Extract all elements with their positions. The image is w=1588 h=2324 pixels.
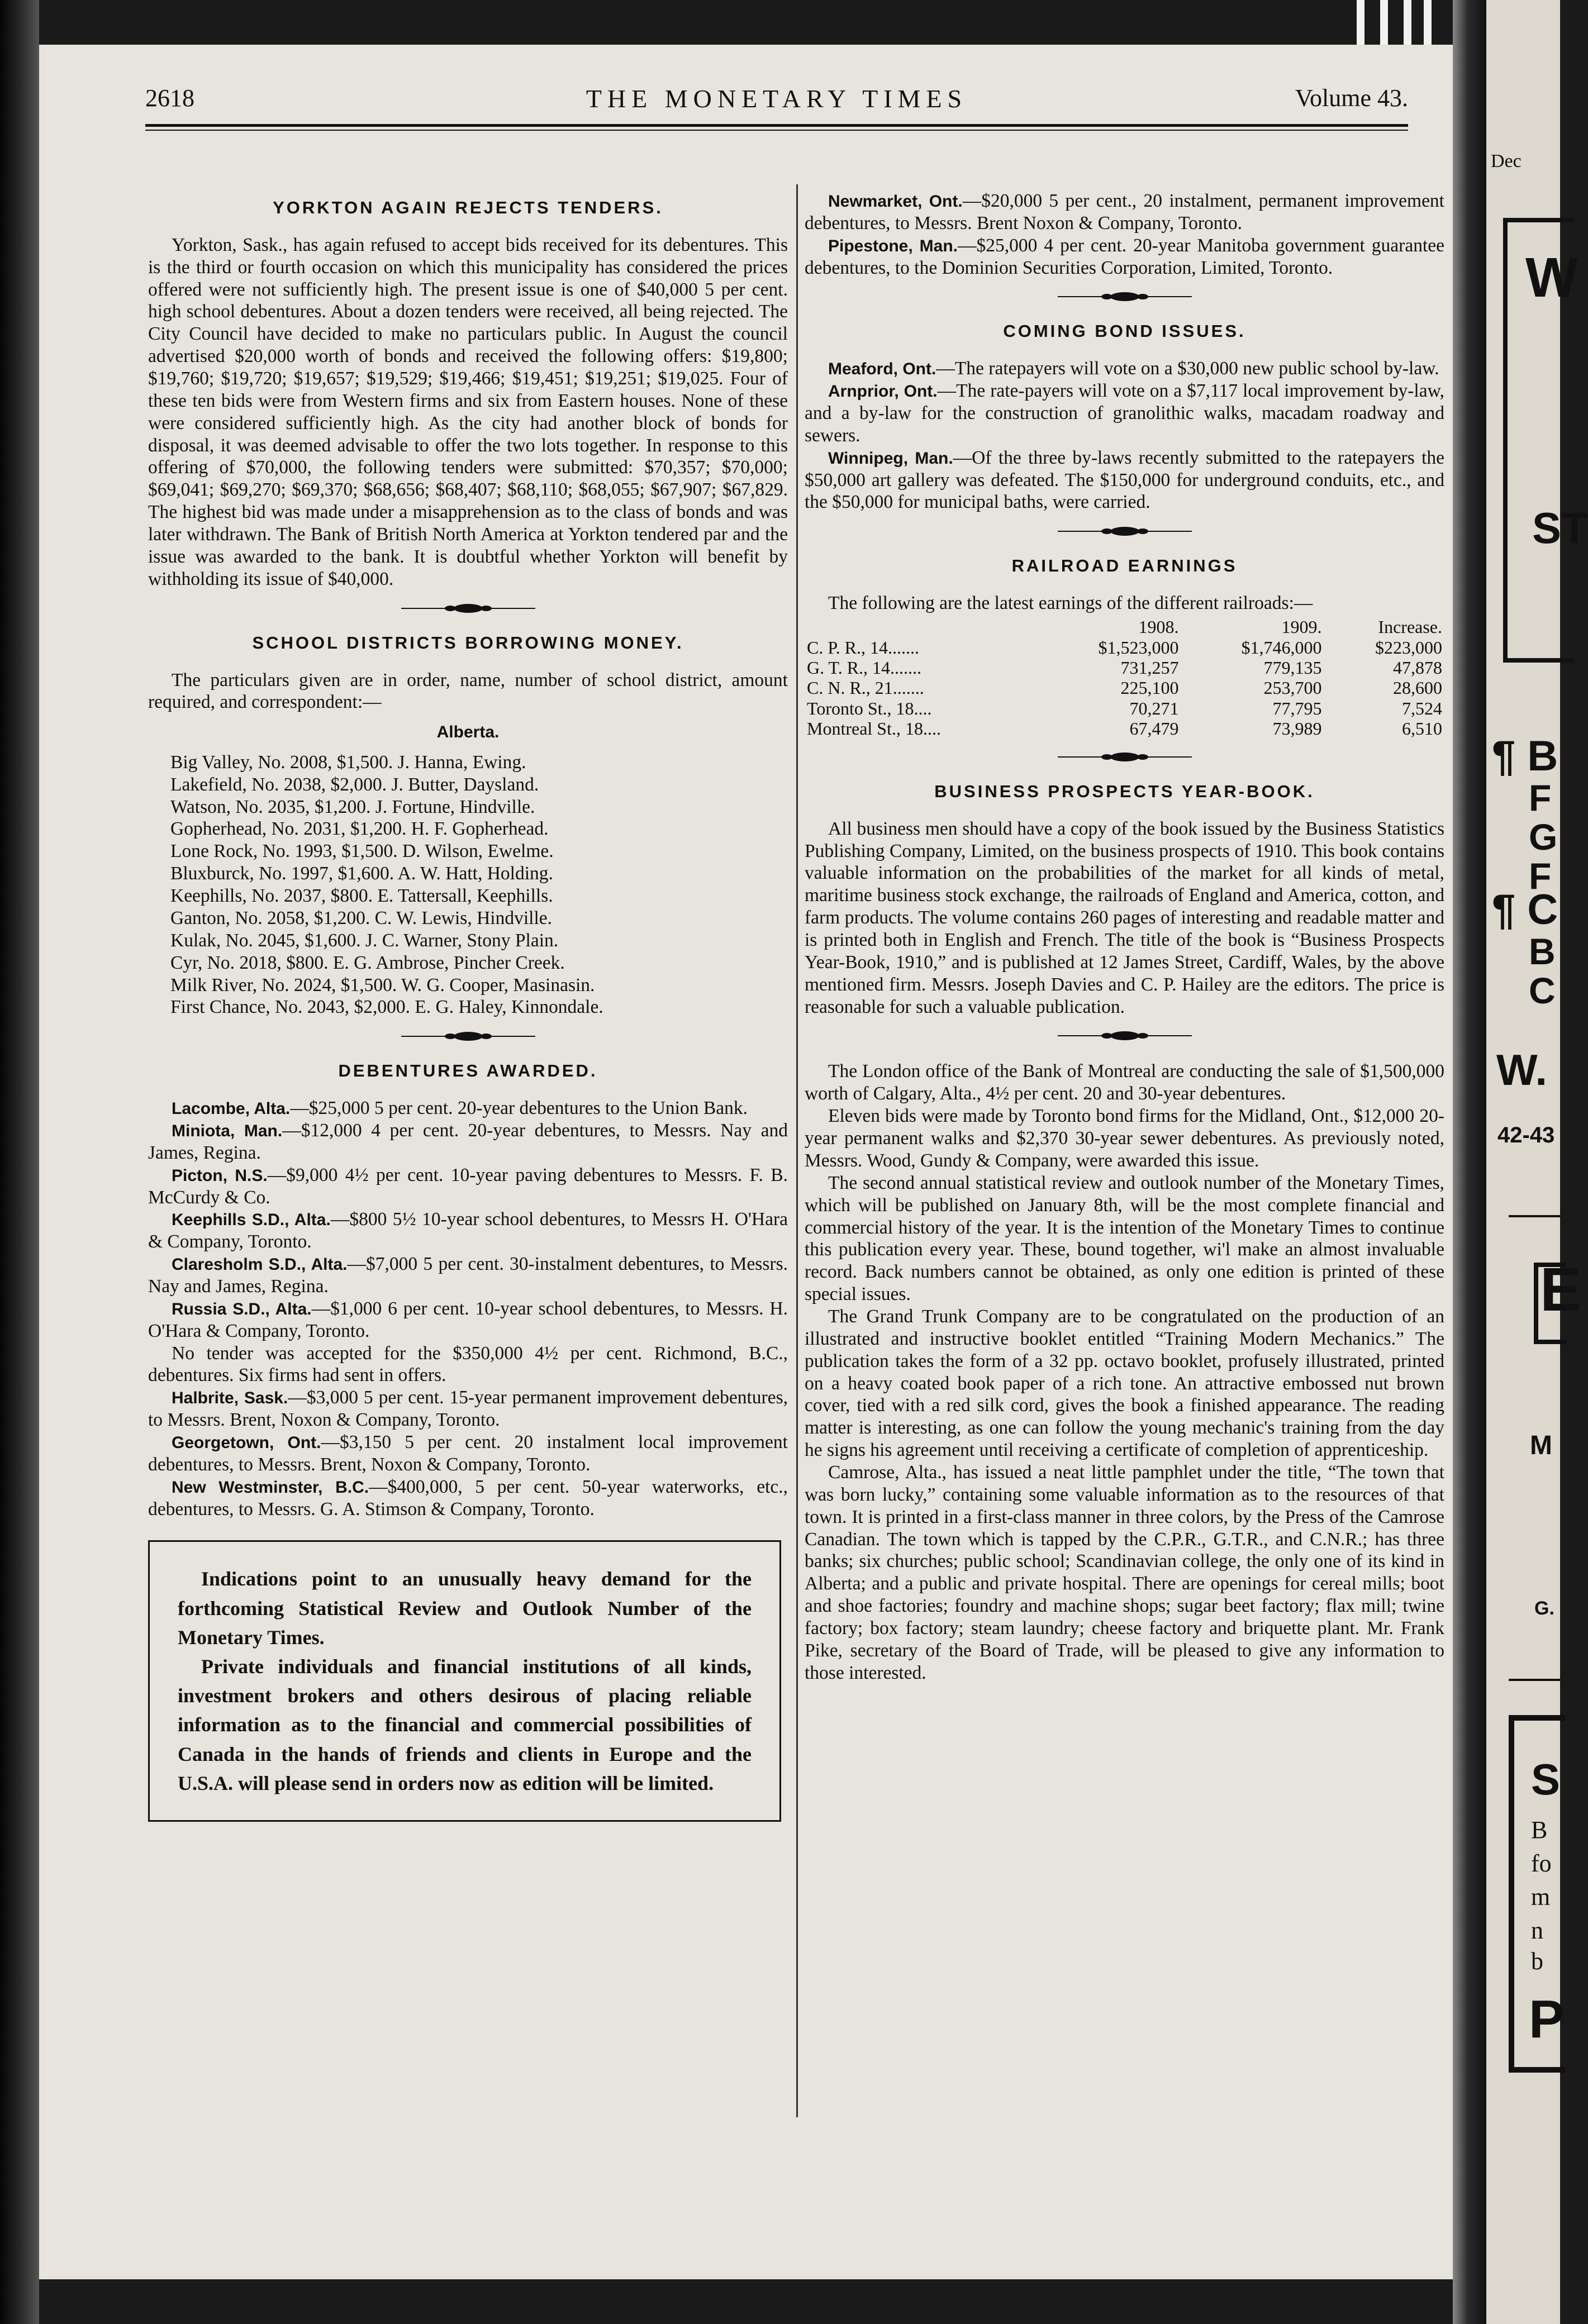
item-lead: Winnipeg, Man. — [828, 449, 953, 468]
volume-label: Volume 43. — [1295, 84, 1408, 112]
item-lead: Meaford, Ont. — [828, 360, 936, 379]
news-paragraph: The London office of the Bank of Montreal are conducting the sale of $1,500,000 worth of Calgary, Alta., 4½ per cent. 20 and 30-year debentures. — [805, 1061, 1444, 1104]
table-row — [805, 698, 1444, 718]
notice-paragraph: Private individuals and financial institutions of all kinds, investment brokers and others desirous of placing reliable information as to the financial and commercial possibilities of Canada in the hands of friends and clients in Europe and the U.S.A. will please send in orders now as edition will be limited. — [178, 1655, 752, 1794]
earnings-table — [805, 617, 1444, 739]
table-row — [805, 637, 1444, 658]
item-text: —$25,000 4 per cent. 20-year Manitoba government guarantee debentures, to the Dominion Securities Corporation, Limited, Toronto. — [805, 235, 1444, 278]
headline-yorkton: YORKTON AGAIN REJECTS TENDERS. — [273, 198, 663, 217]
item-text: —The rate-payers will vote on a $7,117 local improvement by-law, and a by-law for the construction of granolithic walks, macadam roadway and sewers. — [805, 380, 1444, 446]
debenture-item — [148, 1120, 788, 1164]
column-divider — [796, 184, 798, 2117]
list-item: First Chance, No. 2043, $2,000. E. G. Haley, Kinnondale. — [170, 997, 603, 1018]
table-cell: 225,100 — [1120, 678, 1179, 698]
bond-item — [805, 447, 1444, 514]
item-lead: Newmarket, Ont. — [828, 192, 963, 211]
fragment: B — [1529, 931, 1556, 972]
item-lead: Georgetown, Ont. — [172, 1433, 321, 1452]
school-intro: The particulars given are in order, name, number of school district, amount required, and correspondent:— — [148, 669, 788, 713]
debenture-item — [148, 1298, 788, 1342]
fragment: fo — [1531, 1850, 1552, 1877]
article-yorkton: Yorkton, Sask., has again refused to accept bids received for its debentures. This is the third or fourth occasion on which this municipality has considered the prices offered were not sufficiently high. The present issue is one of $40,000 5 per cent. high school debentures. About a dozen tenders were received, all being rejected. The City Council have decided to make no particulars public. In August the council advertised $20,000 worth of bonds and received the following offers: $19,800; $19,760; $19,720; $19,657; $19,529; $19,466; $19,451; $19,251; $19,025. Four of these ten bids were from Western firms and six from Eastern houses. None of these were considered sufficiently high. As the city had another block of bonds for disposal, it was deemed advisable to offer the two lots together. In response to this offering of $70,000, the following tenders were submitted: $70,357; $70,000; $69,041; $69,270; $69,370; $68,656; $68,407; $68,110; $68,055; $67,907; $67,829. The highest bid was made under a misapprehension as to the class of bonds and was later withdrawn. The Bank of British North America at Yorkton tendered par and the issue was awarded to the bank. It is doubtful whether Yorkton will benefit by withholding its issue of $40,000. — [148, 234, 788, 589]
news-paragraph: Eleven bids were made by Toronto bond firms for the Midland, Ont., $12,000 20-year permanent walks and $2,370 30-year sewer debentures. As previously noted, Messrs. Wood, Gundy & Company, were awarded this issue. — [805, 1106, 1444, 1171]
table-cell: 253,700 — [1263, 678, 1322, 698]
debenture-item — [805, 190, 1444, 235]
table-cell: 67,479 — [1129, 718, 1179, 739]
item-text: —$1,000 6 per cent. 10-year school debentures, to Messrs. H. O'Hara & Company, Toronto. — [148, 1298, 788, 1341]
table-cell: 7,524 — [1402, 698, 1442, 718]
table-cell: C. P. R., 14....... — [807, 637, 919, 658]
item-text: —$25,000 5 per cent. 20-year debentures to the Union Bank. — [290, 1098, 748, 1119]
right-column — [805, 190, 1444, 1684]
table-cell: 73,989 — [1272, 718, 1322, 739]
ornament-divider — [148, 599, 788, 624]
fragment: W — [1525, 246, 1579, 309]
railroad-intro: The following are the latest earnings of the different railroads:— — [828, 593, 1313, 614]
item-text: —$9,000 4½ per cent. 10-year paving debentures to Messrs. F. B. McCurdy & Co. — [148, 1164, 788, 1208]
item-text: —$12,000 4 per cent. 20-year debentures, to Messrs. Nay and James, Regina. — [148, 1120, 788, 1163]
item-lead: Halbrite, Sask. — [172, 1389, 288, 1408]
debenture-item — [148, 1097, 788, 1120]
header-rule — [145, 124, 1408, 127]
school-district-list — [148, 751, 788, 1018]
fragment: m — [1531, 1883, 1551, 1911]
debenture-item — [148, 1476, 788, 1521]
fragment: G. — [1534, 1598, 1554, 1619]
debenture-item — [148, 1164, 788, 1209]
item-text: —$400,000, 5 per cent. 50-year waterworks, etc., debentures, to Messrs. G. A. Stimson & Company, Toronto. — [148, 1476, 788, 1520]
bond-item — [805, 358, 1444, 380]
table-cell: $1,523,000 — [1098, 637, 1179, 658]
fragment: S — [1531, 1755, 1561, 1804]
table-cell: 77,795 — [1272, 698, 1322, 718]
table-row — [805, 678, 1444, 698]
fragment: E — [1540, 1255, 1581, 1324]
fragment: b — [1531, 1947, 1543, 1975]
item-lead: New Westminster, B.C. — [172, 1478, 369, 1497]
item-text: —Of the three by-laws recently submitted to the ratepayers the $50,000 art gallery was defeated. The $150,000 for underground conduits, etc., and the $50,000 for municipal baths, were carried. — [805, 447, 1444, 513]
column-header: Increase. — [1378, 617, 1442, 637]
debenture-item — [148, 1253, 788, 1298]
scan-bar — [1424, 0, 1432, 45]
item-lead: Lacombe, Alta. — [172, 1099, 291, 1118]
fragment: W. — [1496, 1045, 1547, 1094]
list-item: Big Valley, No. 2008, $1,500. J. Hanna, Ewing. — [170, 751, 526, 773]
table-cell: 28,600 — [1393, 678, 1442, 698]
ornament-divider — [148, 1027, 788, 1052]
list-item: Kulak, No. 2045, $1,600. J. C. Warner, Stony Plain. — [170, 930, 559, 951]
fragment: ¶ C — [1492, 886, 1558, 934]
fragment: F — [1529, 855, 1552, 897]
headline-railroad-earnings: RAILROAD EARNINGS — [1011, 556, 1238, 576]
news-paragraph: The second annual statistical review and outlook number of the Monetary Times, which will be published on January 8th, will be the most complete financial and commercial history of the year. It is the intention of the Monetary Times to continue this publication every year. These, bound together, wi'l make an almost invaluable record. Back numbers cannot be obtained, as only one edition is printed of these special issues. — [805, 1172, 1444, 1305]
ornament-divider — [805, 288, 1444, 312]
divider — [1509, 1679, 1560, 1681]
article-business-prospects: All business men should have a copy of the book issued by the Business Statistics Publishing Company, Limited, on the business prospects of 1910. This book contains valuable information on the probabilities of the market for all kinds of metal, maritime business stock exchange, the railroads of England and America, cotton, and farm products. The volume contains 260 pages of interesting and readable matter and is printed both in English and French. The title of the book is “Business Prospects Year-Book, 1910,” and is published at 12 James Street, Cardiff, Wales, by the above mentioned firm. Messrs. Joseph Davies and C. P. Hailey are the editors. The price is reasonable for such a valuable publication. — [805, 818, 1444, 1017]
masthead: THE MONETARY TIMES — [586, 84, 968, 113]
notice-box — [148, 1540, 781, 1822]
book-gutter-left — [0, 0, 39, 2324]
news-paragraph: Camrose, Alta., has issued a neat little pamphlet under the title, “The town that was born lucky,” containing some valuable information as to the resources of that town. It is printed in a first-class manner in three colors, by the Press of the Camrose Canadian. The town which is tapped by the C.P.R., G.T.R., and C.N.R.; has three banks; six churches; public school; Scandinavian college, the only one of its kind in Alberta; and a public and private hospital. There are openings for cereal mills; boot and shoe factories; foundry and machine shops; sugar beet factory; flax mill; twine factory; box factory; steam laundry; cheese factory and briquette plant. Mr. Frank Pike, secretary of the Board of Trade, will be pleased to give any information to those interested. — [805, 1461, 1444, 1683]
item-lead: Miniota, Man. — [172, 1121, 283, 1140]
table-cell: C. N. R., 21....... — [807, 678, 924, 698]
fragment: ¶ B — [1492, 732, 1558, 780]
scan-bar — [1380, 0, 1388, 45]
next-page-header: Dec — [1491, 151, 1522, 172]
page-number: 2618 — [145, 84, 194, 112]
news-paragraph: The Grand Trunk Company are to be congratulated on the production of an illustrated and instructive booklet entitled “Training Modern Mechanics.” The publication takes the form of a 32 pp. octavo booklet, profusely illustrated, printed on a heavy coated book paper of a rich tone. An attractive embossed nut brown cover, tied with a red silk cord, gives the book a finished appearance. The reading matter is interesting, as one can follow the young mechanic's training from the day he signs his agreement until receiving a certificate of completion of apprenticeship. — [805, 1306, 1444, 1461]
table-cell: $223,000 — [1375, 637, 1442, 658]
ornament-divider — [805, 748, 1444, 773]
item-text: —$20,000 5 per cent., 20 instalment, permanent improvement debentures, to Messrs. Brent Noxon & Company, Toronto. — [805, 191, 1444, 234]
debenture-item — [148, 1387, 788, 1431]
item-lead: Keephills S.D., Alta. — [172, 1211, 331, 1230]
list-item: Watson, No. 2035, $1,200. J. Fortune, Hindville. — [170, 796, 535, 817]
fragment: G — [1529, 816, 1558, 858]
item-text: —$7,000 5 per cent. 30-instalment debentures, to Messrs. Nay and James, Regina. — [148, 1254, 788, 1297]
table-row — [805, 718, 1444, 739]
item-lead: Russia S.D., Alta. — [172, 1299, 312, 1318]
fragment: F — [1529, 777, 1552, 818]
fragment: B — [1531, 1816, 1548, 1844]
fragment: 42-43 — [1497, 1123, 1555, 1147]
headline-school-districts: SCHOOL DISTRICTS BORROWING MONEY. — [252, 632, 684, 653]
item-text: —$3,150 5 per cent. 20 instalment local improvement debentures, to Messrs. Brent, Noxon & Company, Toronto. — [148, 1431, 788, 1475]
table-cell: 47,878 — [1393, 658, 1442, 678]
list-item: Gopherhead, No. 2031, $1,200. H. F. Gopherhead. — [170, 818, 549, 840]
list-item: Bluxburck, No. 1997, $1,600. A. W. Hatt, Holding. — [170, 863, 553, 884]
item-text: —The ratepayers will vote on a $30,000 new public school by-law. — [936, 358, 1439, 379]
headline-business-prospects: BUSINESS PROSPECTS YEAR-BOOK. — [934, 781, 1315, 801]
debenture-item — [148, 1431, 788, 1476]
column-header: 1908. — [1138, 617, 1179, 637]
list-item: Lakefield, No. 2038, $2,000. J. Butter, Daysland. — [170, 774, 539, 795]
column-header — [805, 617, 1038, 637]
column-header: 1909. — [1281, 617, 1322, 637]
next-page-sliver — [1486, 0, 1588, 2324]
ornament-divider — [805, 522, 1444, 547]
ornament-divider — [805, 1027, 1444, 1051]
notice-paragraph: Indications point to an unusually heavy demand for the forthcoming Statistical Review and Outlook Number of the Monetary Times. — [178, 1568, 752, 1649]
item-lead: Pipestone, Man. — [828, 236, 958, 255]
item-text: —$800 5½ 10-year school debentures, to Messrs H. O'Hara & Company, Toronto. — [148, 1209, 788, 1253]
bond-item — [805, 380, 1444, 447]
table-cell: Toronto St., 18.... — [807, 698, 932, 718]
item-lead: Arnprior, Ont. — [828, 382, 938, 401]
table-header-row — [805, 617, 1444, 637]
table-cell: G. T. R., 14....... — [807, 658, 922, 678]
page-header — [145, 84, 1408, 117]
province-heading: Alberta. — [436, 723, 500, 742]
debenture-item — [148, 1208, 788, 1253]
table-row — [805, 658, 1444, 678]
list-item: Milk River, No. 2024, $1,500. W. G. Cooper, Masinasin. — [170, 974, 595, 996]
debenture-item — [148, 1342, 788, 1387]
table-cell: $1,746,000 — [1241, 637, 1322, 658]
item-text: —$3,000 5 per cent. 15-year permanent improvement debentures, to Messrs. Brent, Noxon & Company, Toronto. — [148, 1387, 788, 1431]
item-text: No tender was accepted for the $350,000 4½ per cent. Richmond, B.C., debentures. Six firms had sent in offers. — [148, 1342, 788, 1386]
list-item: Ganton, No. 2058, $1,200. C. W. Lewis, Hindville. — [170, 907, 553, 928]
divider — [1509, 1215, 1560, 1217]
table-cell: 6,510 — [1402, 718, 1442, 739]
list-item: Lone Rock, No. 1993, $1,500. D. Wilson, Ewelme. — [170, 841, 554, 862]
fragment: n — [1531, 1917, 1543, 1944]
fragment: P — [1529, 1989, 1565, 2049]
left-column — [148, 190, 788, 1822]
table-cell: 779,135 — [1263, 658, 1322, 678]
fragment: M — [1530, 1431, 1552, 1460]
debenture-item — [805, 235, 1444, 279]
header-rule-thin — [145, 130, 1408, 131]
item-lead: Claresholm S.D., Alta. — [172, 1255, 348, 1274]
table-cell: 731,257 — [1120, 658, 1179, 678]
table-cell: 70,271 — [1129, 698, 1179, 718]
item-lead: Picton, N.S. — [172, 1166, 268, 1185]
headline-coming-bond-issues: COMING BOND ISSUES. — [1003, 321, 1246, 341]
list-item: Keephills, No. 2037, $800. E. Tattersall, Keephills. — [170, 885, 553, 907]
book-spine — [1453, 0, 1486, 2324]
fragment: C — [1529, 970, 1556, 1011]
fragment: ST — [1532, 503, 1588, 553]
table-cell: Montreal St., 18.... — [807, 718, 941, 739]
headline-debentures-awarded: DEBENTURES AWARDED. — [338, 1061, 598, 1081]
scan-bar — [1404, 0, 1411, 45]
scan-bar — [1357, 0, 1364, 45]
list-item: Cyr, No. 2018, $800. E. G. Ambrose, Pincher Creek. — [170, 952, 565, 973]
